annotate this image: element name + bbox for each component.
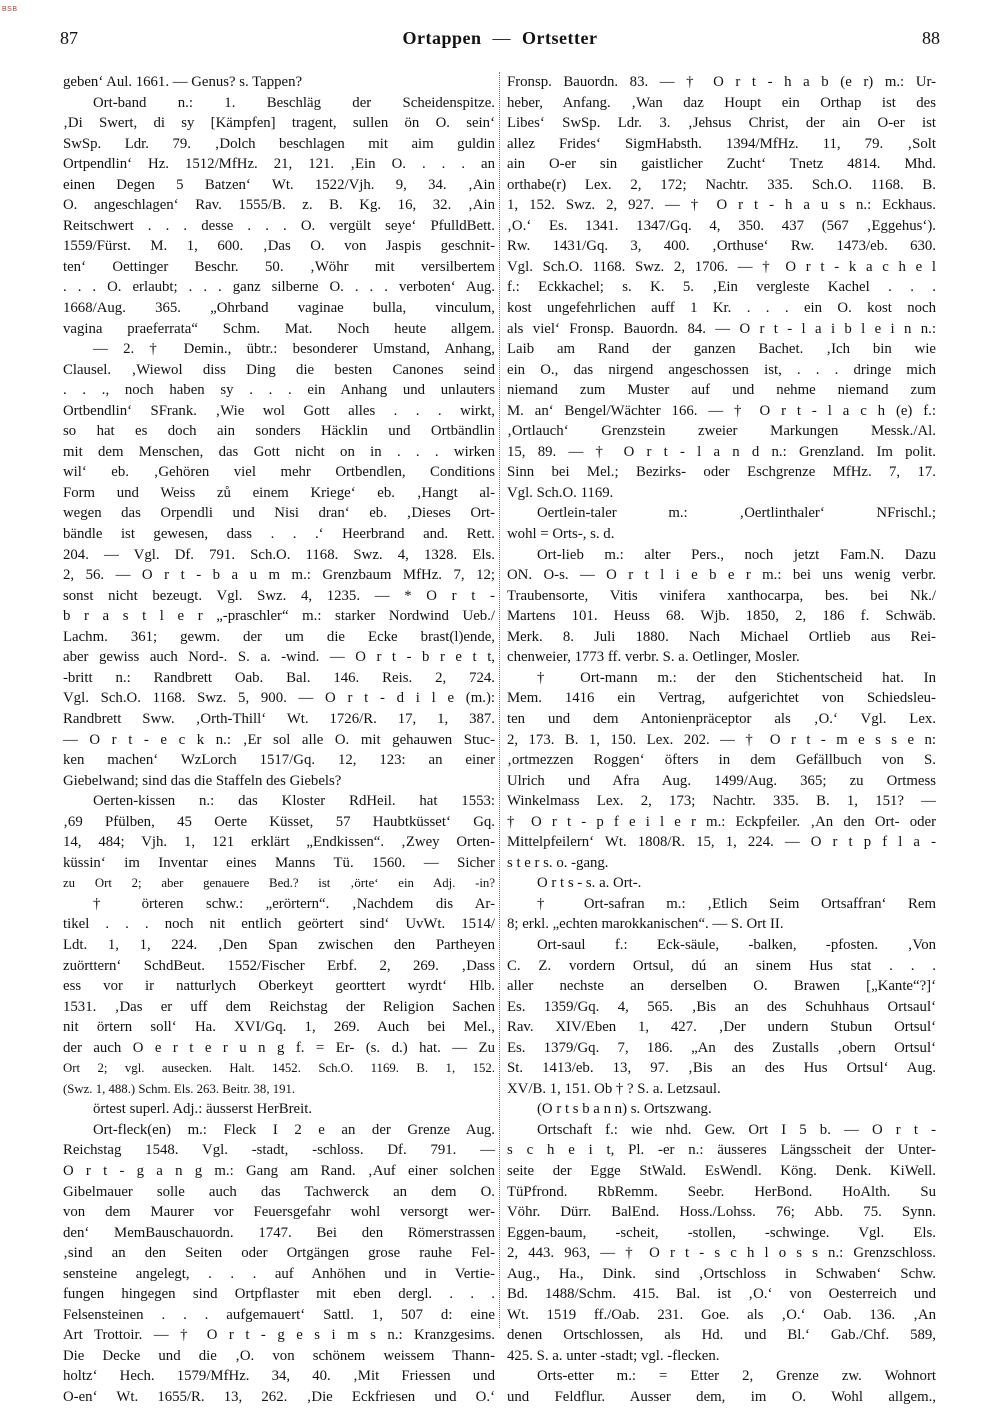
text-line: kost ungefehrlichen auff 1 Kr. . . . ein O. kost noch <box>507 300 936 317</box>
page-number-right: 88 <box>922 28 940 48</box>
text-line: 1559/Fürst. M. 1, 600. ‚Das O. von Jaspis geschnit- <box>63 238 495 255</box>
text-line: tikel . . . noch nit entlich geörtert sind‘ UvWt. 1514/ <box>63 916 495 933</box>
text-line: ain O-er sin gaistlicher Zucht‘ Tnetz 4814. Mhd. <box>507 156 936 173</box>
running-title-start: Ortappen <box>402 28 482 48</box>
text-line: seite der Egge StWald. EsWendl. Köng. Denk. KiWell. <box>507 1162 936 1179</box>
text-line: . . ., noch haben sy . . . ein Anhang und unlauters <box>63 382 495 399</box>
text-line: Reichstag 1548. Vgl. -stadt, -schloss. Df. 791. — <box>63 1142 495 1159</box>
text-line: 2, 173. B. 1, 150. Lex. 202. — † O r t - m e s s e n: <box>507 731 936 748</box>
text-line: XV/B. 1, 151. Ob † ? S. a. Letzsaul. <box>507 1080 721 1097</box>
text-line: 14, 484; Vjh. 1, 121 erklärt „Endkissen“. ‚Zwey Orten- <box>63 834 495 851</box>
text-line: örtest superl. Adj.: äusserst HerBreit. <box>93 1101 313 1118</box>
text-line: ‚69 Pfülben, 45 Oerte Küsset, 57 Haubtküsset‘ Gq. <box>63 813 495 830</box>
text-line: orthabe(r) Lex. 2, 172; Nachtr. 335. Sch.O. 1168. B. <box>507 176 936 193</box>
text-line: ten und dem Antonienpräceptor als ‚O.‘ Vgl. Lex. <box>507 710 936 727</box>
text-line: Oertlein-taler m.: ‚Oertlinthaler‘ NFrischl.; <box>537 505 936 522</box>
text-line: † Ort-mann m.: der den Stichentscheid hat. In <box>537 669 936 686</box>
text-line: ‚Di Swert, di sy [Kämpfen] tragent, sullen ön O. sein‘ <box>63 115 495 132</box>
text-line: Es. 1359/Gq. 4, 565. ‚Bis an des Schuhhaus Ortsaul‘ <box>507 998 936 1015</box>
text-line: Mittelpfeilern‘ Wt. 1808/R. 15, 1, 224. — O r t p f l a - <box>507 834 936 851</box>
text-line: † örteren schw.: „erörtern“. ‚Nachdem dis Ar- <box>93 895 495 912</box>
text-line: — O r t - e c k n.: ‚Er sol alle O. mit gehauwen Stuc- <box>63 731 495 748</box>
text-line: Randbrett Sww. ‚Orth-Thill‘ Wt. 1726/R. 17, 1, 387. <box>63 710 495 727</box>
text-line: b r a s t l e r „-praschler“ m.: starker Nordwind Ueb./ <box>63 608 495 625</box>
text-line: O-en‘ Wt. 1655/R. 13, 262. ‚Die Eckfriesen und O.‘ <box>63 1389 495 1405</box>
text-line: Vgl. Sch.O. 1169. <box>507 484 614 501</box>
text-line: Ort 2; vgl. ausecken. Halt. 1452. Sch.O. 1169. B. 1, 152. <box>63 1061 495 1076</box>
text-line: Ort-band n.: 1. Beschläg der Scheidenspitze. <box>93 94 495 111</box>
running-title-dash: — <box>492 28 512 48</box>
text-line: 8; erkl. „echten marokkanischen“. — S. Ort II. <box>507 916 784 933</box>
text-line: Ort-fleck(en) m.: Fleck I 2 e an der Grenze Aug. <box>93 1121 495 1138</box>
text-line: St. 1413/eb. 13, 97. ‚Bis an des Hus Ortsul‘ Aug. <box>507 1060 936 1077</box>
text-line: Giebelwand; sind das die Staffeln des Giebels? <box>63 772 342 789</box>
text-line: SwSp. Ldr. 79. ‚Dolch beschlagen mit aim guldin <box>63 135 495 152</box>
text-line: Vöhr. Dürr. BalEnd. Hoss./Lohss. 76; Abb. 75. Synn. <box>507 1204 936 1221</box>
text-line: den‘ MemBauschauordn. 1747. Bei den Römerstrassen <box>63 1224 495 1241</box>
text-line: Ort-saul f.: Eck-säule, -balken, -pfosten. ‚Von <box>537 936 936 953</box>
text-line: ‚O.‘ Es. 1341. 1347/Gq. 4, 350. 437 (567 ‚Eggehus‘). <box>507 217 936 234</box>
text-line: Merk. 8. Juli 1880. Nach Michael Ortlieb aus Rei- <box>507 628 936 645</box>
text-line: Ort-lieb m.: alter Pers., noch jetzt Fam.N. Dazu <box>537 546 936 563</box>
running-title-end: Ortsetter <box>522 28 598 48</box>
column-divider <box>499 72 500 1328</box>
text-line: ess vor ir natturlych Oberkeyt georttert wyrdt‘ Hlb. <box>63 978 495 995</box>
text-line: Rav. XIV/Eben 1, 427. ‚Der undern Stubun Ortsul‘ <box>507 1019 936 1036</box>
page-header <box>60 28 940 58</box>
text-line: Sinn bei Mel.; Bezirks- oder Eschgrenze MfHz. 7, 17. <box>507 464 936 481</box>
text-line: Martens 101. Heuss 68. Wjb. 1850, 2, 186 f. Schwäb. <box>507 608 936 625</box>
text-line: mit dem Menschen, das Gott nicht on in . . . wirken <box>63 443 495 460</box>
text-line: f.: Eckkachel; s. K. 5. ‚Ein vergleste Kachel . . . <box>507 279 936 296</box>
text-line: O. angeschlagen‘ Rav. 1555/B. z. B. Kg. 16, 32. ‚Ain <box>63 197 495 214</box>
text-line: Ortschaft f.: wie nhd. Gew. Ort I 5 b. — O r t - <box>537 1121 936 1138</box>
text-line: ‚ortmezzen Roggen‘ öfters in dem Gefällbuch von S. <box>507 752 936 769</box>
text-line: zu Ort 2; aber genauere Bed.? ist ‚örte‘ ein Adj. -in? <box>63 876 495 891</box>
text-line: Vgl. Sch.O. 1168. Swz. 5, 900. — O r t - d i l e (m.): <box>63 690 495 707</box>
text-line: sensteine angelegt, . . . auf Anhöhen und in Vertie- <box>63 1265 495 1282</box>
text-line: nit örtern soll‘ Ha. XVI/Gq. 1, 269. Auch bei Mel., <box>63 1019 495 1036</box>
text-line: wegen das Orpendli und Nisi dran‘ eb. ‚Dieses Ort- <box>63 505 495 522</box>
text-line: Eggen-baum, -scheit, -stollen, -schwinge. Vgl. Els. <box>507 1224 936 1241</box>
text-line: 1531. ‚Das er uff dem Reichstag der Religion Sachen <box>63 998 495 1015</box>
text-line: wil‘ eb. ‚Gehören viel mehr Ortbendlen, Conditions <box>63 464 495 481</box>
text-line: M. an‘ Bengel/Wächter 166. — † O r t - l a c h (e) f.: <box>507 402 936 419</box>
text-line: ‚sind an den Seiten oder Ortgängen grose rauhe Fel- <box>63 1245 495 1262</box>
text-line: einen Degen 5 Batzen‘ Wt. 1522/Vjh. 9, 34. ‚Ain <box>63 176 495 193</box>
text-line: geben‘ Aul. 1661. — Genus? s. Tappen? <box>63 74 303 90</box>
text-line: Felsensteinen . . . aufgemauert‘ Sattl. 1, 507 d: eine <box>63 1306 495 1323</box>
text-line: 1668/Aug. 365. „Ohrband vaginae bulla, vinculum, <box>63 300 495 317</box>
text-line: † O r t - p f e i l e r m.: Eckpfeiler. ‚An den Ort- oder <box>507 813 936 830</box>
text-line: allez Frides‘ SigmHabsth. 1394/MfHz. 11, 79. ‚Solt <box>507 135 936 152</box>
text-line: Traubensorte, Vitis vinifera xanthocarpa, bes. bei Nk./ <box>507 587 936 604</box>
text-line: so hat es doch ain sonders Häcklin und Ortbändlin <box>63 423 495 440</box>
text-line: Ortpendlin‘ Hz. 1512/MfHz. 21, 121. ‚Ein O. . . . an <box>63 156 495 173</box>
text-line: und Feldflur. Ausser dem, im O. Wohl allgem., <box>507 1389 936 1405</box>
text-line: Es. 1379/Gq. 7, 186. „An des Zustalls ‚obern Ortsul‘ <box>507 1039 936 1056</box>
text-line: Fronsp. Bauordn. 83. — † O r t - h a b (e r) m.: Ur- <box>507 74 936 90</box>
text-line: sonst nicht bezeugt. Vgl. Swz. 4, 1235. — * O r t - <box>63 587 495 604</box>
text-line: 1, 152. Swz. 2, 927. — † O r t - h a u s n.: Eckhaus. <box>507 197 936 214</box>
text-line: s t e r s. o. -gang. <box>507 854 609 871</box>
text-line: Winkelmass Lex. 2, 173; Nachtr. 335. B. 1, 151? — <box>507 793 936 810</box>
text-line: Bd. 1488/Schm. 415. Bal. ist ‚O.‘ von Oesterreich und <box>507 1286 936 1303</box>
text-line: bändle ist gewesen, dass . . .‘ Heerbrand and. Rett. <box>63 526 495 543</box>
text-line: denen Ortschlossen, als Hd. und Bl.‘ Gab./Chf. 589, <box>507 1327 936 1344</box>
text-line: 425. S. a. unter -stadt; vgl. -flecken. <box>507 1347 720 1364</box>
text-line: 2, 56. — O r t - b a u m m.: Grenzbaum MfHz. 7, 12; <box>63 567 495 584</box>
text-line: aber gewiss auch Nord-. S. a. -wind. — O r t - b r e t t, <box>63 649 495 666</box>
text-line: ON. O-s. — O r t l i e b e r m.: bei uns wenig verbr. <box>507 567 936 584</box>
text-line: von dem Maurer vor Feuersgefahr wohl versorgt wer- <box>63 1204 495 1221</box>
text-line: aller nechste an derselben O. Brawen [„Kante“?]‘ <box>507 978 936 995</box>
text-line: — 2. † Demin., übtr.: besonderer Umstand, Anhang, <box>93 341 495 358</box>
text-line: wohl = Orts-, s. d. <box>507 526 615 543</box>
text-line: Reitschwert . . . desse . . . O. vergült seye‘ PfulldBett. <box>63 217 495 234</box>
text-line: 2, 443. 963, — † O r t - s c h l o s s n.: Grenzschloss. <box>507 1245 936 1262</box>
text-line: Die Decke und die ‚O. von schönem weissem Thann- <box>63 1347 495 1364</box>
text-line: ein O., das nirgend angeschossen ist, . . . dringe mich <box>507 361 936 378</box>
text-line: Aug., Ha., Dink. sind ‚Ortschloss in Schwaben‘ Schw. <box>507 1265 936 1282</box>
text-line: ken machen‘ WzLorch 1517/Gq. 12, 123: an einer <box>63 752 495 769</box>
text-line: Gibelmauer solle auch das Tachwerck an dem O. <box>63 1183 495 1200</box>
text-line: Clausel. ‚Wiewol diss Ding die besten Canones seind <box>63 361 495 378</box>
text-line: Laib am Rand der ganzen Bachet. ‚Ich bin wie <box>507 341 936 358</box>
text-line: † Ort-safran m.: ‚Etlich Seim Ortsaffran‘ Rem <box>537 895 936 912</box>
text-line: Mem. 1416 ein Vertrag, aufgerichtet von Schiedsleu- <box>507 690 936 707</box>
text-line: Ulrich und Afra Aug. 1499/Aug. 365; zu Ortmess <box>507 772 936 789</box>
text-line: O r t s - s. a. Ort-. <box>537 875 642 892</box>
right-column <box>507 72 936 1408</box>
text-line: Ortbendlin‘ SFrank. ‚Wie wol Gott alles . . . wirkt, <box>63 402 495 419</box>
page-number-left: 87 <box>60 28 78 48</box>
text-line: fungen hingegen sind Ortpflaster mit eben dergl. . . . <box>63 1286 495 1303</box>
running-title <box>60 28 940 49</box>
text-line: Art Trottoir. — † O r t - g e s i m s n.: Kranzgesims. <box>63 1327 495 1344</box>
text-line: C. Z. vordern Ortsul, dú an sinem Hus stat . . . <box>507 957 936 974</box>
text-line: (Swz. 1, 488.) Schm. Els. 263. Beitr. 38, 191. <box>63 1081 296 1096</box>
text-line: 15, 89. — † O r t - l a n d n.: Grenzland. Im polit. <box>507 443 936 460</box>
text-line: zuörttern‘ SchdBeut. 1552/Fischer Erbf. 2, 269. ‚Dass <box>63 957 495 974</box>
text-line: Orts-etter m.: = Etter 2, Grenze zw. Wohnort <box>537 1368 936 1385</box>
text-line: Wt. 1519 ff./Oab. 231. Goe. als ‚O.‘ Oab. 136. ‚An <box>507 1306 936 1323</box>
text-line: chenweier, 1773 ff. verbr. S. a. Oetlinger, Mosler. <box>507 649 800 666</box>
text-line: (O r t s b a n n) s. Ortszwang. <box>537 1101 712 1118</box>
text-line: Oerten-kissen n.: das Kloster RdHeil. hat 1553: <box>93 793 495 810</box>
text-line: niemand zum Muster auf und nehme niemand zum <box>507 382 936 399</box>
text-line: ten‘ Oettinger Beschr. 50. ‚Wöhr mit versilbertem <box>63 258 495 275</box>
text-line: 204. — Vgl. Df. 791. Sch.O. 1168. Swz. 4, 1328. Els. <box>63 546 495 563</box>
text-line: ‚Ortlauch‘ Grenzstein zweier Markungen Messk./Al. <box>507 423 936 440</box>
text-line: vagina praeferrata“ Schm. Mat. Noch heute allgem. <box>63 320 495 337</box>
text-line: O r t - g a n g m.: Gang am Rand. ‚Auf einer solchen <box>63 1162 495 1179</box>
text-line: . . . O. erlaubt; . . . ganz silberne O. . . . verboten‘ Aug. <box>63 279 495 296</box>
left-column <box>63 72 495 1408</box>
text-line: als viel‘ Fronsp. Bauordn. 84. — O r t - l a i b l e i n n.: <box>507 320 936 337</box>
text-line: holtz‘ Hech. 1579/MfHz. 34, 40. ‚Mit Friessen und <box>63 1368 495 1385</box>
text-line: der auch O e r t e r u n g f. = Er- (s. d.) hat. — Zu <box>63 1039 495 1056</box>
text-line: Ldt. 1, 1, 224. ‚Den Span zwischen den Partheyen <box>63 936 495 953</box>
text-line: Rw. 1431/Gq. 3, 400. ‚Orthuse‘ Rw. 1473/eb. 630. <box>507 238 936 255</box>
text-line: TüPfrond. RbRemm. Seebr. HerBond. HoAlth. Su <box>507 1183 936 1200</box>
text-line: Lachm. 361; gewm. der um die Ecke brast(l)ende, <box>63 628 495 645</box>
text-line: küssin‘ im Inventar eines Manns Tü. 1560. — Sicher <box>63 854 495 871</box>
text-line: -britt n.: Randbrett Oab. Bal. 146. Reis. 2, 724. <box>63 669 495 686</box>
text-line: Libes‘ SwSp. Ldr. 3. ‚Jehsus Christ, der ain O-er ist <box>507 115 936 132</box>
text-line: Form und Weiss zů einem Kriege‘ eb. ‚Hangt al- <box>63 484 495 501</box>
text-line: Vgl. Sch.O. 1168. Swz. 2, 1706. — † O r t - k a c h e l <box>507 258 936 275</box>
library-stamp: BSB <box>2 6 18 13</box>
text-line: heber, Anfang. ‚Wan daz Houpt ein Orthap ist des <box>507 94 936 111</box>
text-line: s c h e i t, Pl. -er n.: äusseres Längsscheit der Unter- <box>507 1142 936 1159</box>
